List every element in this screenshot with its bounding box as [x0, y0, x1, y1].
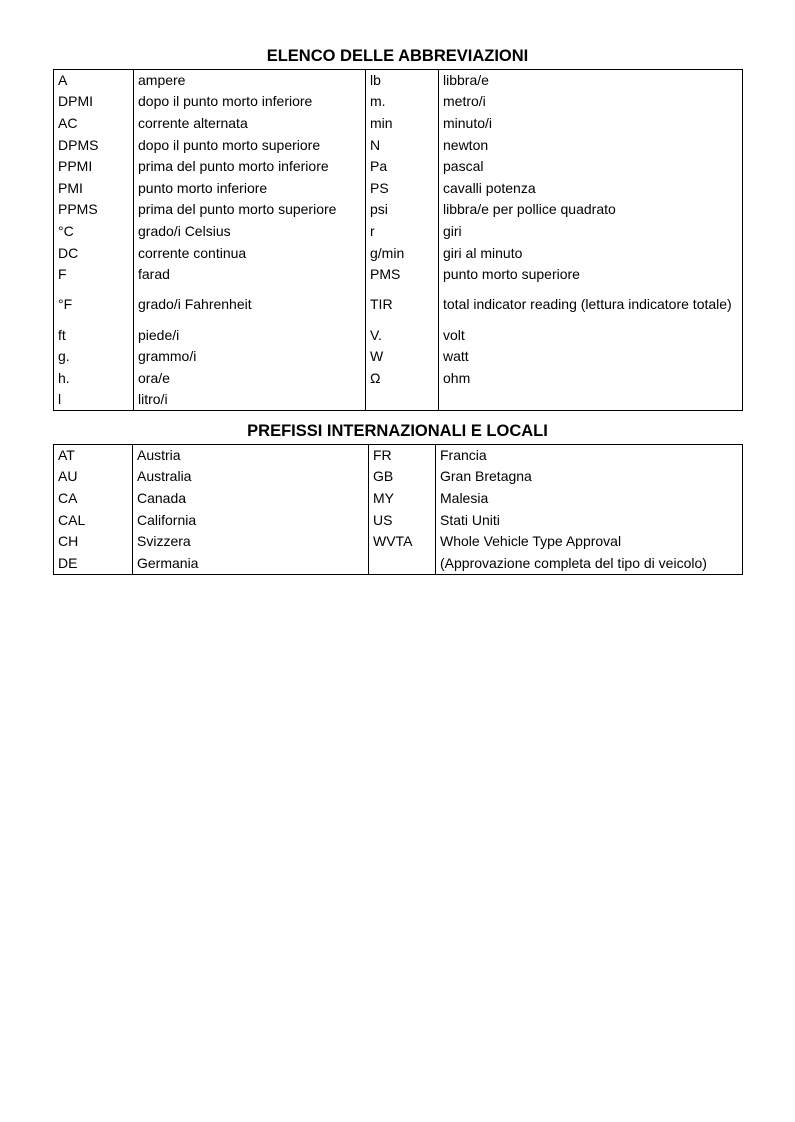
table-row — [54, 531, 743, 553]
prefix-code: AU — [54, 466, 133, 488]
prefix-code: MY — [369, 488, 436, 510]
abbreviation-meaning: newton — [439, 134, 743, 156]
prefix-name: Austria — [133, 445, 369, 467]
abbreviation-meaning: punto morto inferiore — [134, 177, 366, 199]
abbreviation-meaning: dopo il punto morto superiore — [134, 134, 366, 156]
prefix-name: (Approvazione completa del tipo di veicolo) — [436, 552, 743, 574]
abbreviation-meaning: grammo/i — [134, 346, 366, 368]
abbreviation-meaning: total indicator reading (lettura indicatore totale) — [439, 285, 743, 324]
table-row — [54, 389, 743, 411]
table-row — [54, 552, 743, 574]
abbreviation-meaning: metro/i — [439, 91, 743, 113]
abbreviation-meaning: litro/i — [134, 389, 366, 411]
abbreviation-meaning: watt — [439, 346, 743, 368]
prefix-name: Australia — [133, 466, 369, 488]
abbreviation-meaning: corrente alternata — [134, 113, 366, 135]
prefix-name: Malesia — [436, 488, 743, 510]
abbreviation-meaning: libbra/e per pollice quadrato — [439, 199, 743, 221]
prefix-code: FR — [369, 445, 436, 467]
abbreviation: A — [54, 70, 134, 92]
abbreviation: l — [54, 389, 134, 411]
table-row — [54, 264, 743, 286]
table-row — [54, 466, 743, 488]
abbreviation-meaning: punto morto superiore — [439, 264, 743, 286]
abbreviation: °F — [54, 285, 134, 324]
abbreviation: r — [366, 221, 439, 243]
abbreviation: Pa — [366, 156, 439, 178]
abbreviation-meaning: cavalli potenza — [439, 177, 743, 199]
abbreviation-meaning: dopo il punto morto inferiore — [134, 91, 366, 113]
table-row — [54, 91, 743, 113]
abbreviation: °C — [54, 221, 134, 243]
prefixes-title: PREFISSI INTERNAZIONALI E LOCALI — [247, 422, 548, 440]
abbreviation: PMI — [54, 177, 134, 199]
abbreviation-meaning: prima del punto morto superiore — [134, 199, 366, 221]
table-row — [54, 324, 743, 346]
table-row — [54, 509, 743, 531]
table-row — [54, 156, 743, 178]
prefix-name: Whole Vehicle Type Approval — [436, 531, 743, 553]
abbreviation-meaning: grado/i Fahrenheit — [134, 285, 366, 324]
prefix-name: Francia — [436, 445, 743, 467]
abbreviation: g. — [54, 346, 134, 368]
prefix-code: US — [369, 509, 436, 531]
abbreviation-meaning: giri — [439, 221, 743, 243]
abbreviation: h. — [54, 368, 134, 390]
prefix-code: AT — [54, 445, 133, 467]
abbreviation-meaning: piede/i — [134, 324, 366, 346]
table-row — [54, 199, 743, 221]
abbreviation-meaning: prima del punto morto inferiore — [134, 156, 366, 178]
table-row — [54, 368, 743, 390]
table-row — [54, 113, 743, 135]
abbreviation: psi — [366, 199, 439, 221]
table-row — [54, 177, 743, 199]
abbreviation-meaning: farad — [134, 264, 366, 286]
prefix-code: CAL — [54, 509, 133, 531]
prefix-name: Canada — [133, 488, 369, 510]
abbreviation-meaning: giri al minuto — [439, 242, 743, 264]
prefix-name: California — [133, 509, 369, 531]
abbreviation: N — [366, 134, 439, 156]
prefix-code: CA — [54, 488, 133, 510]
abbreviation: PS — [366, 177, 439, 199]
abbreviation: ft — [54, 324, 134, 346]
table-row — [54, 445, 743, 467]
abbreviation: PPMI — [54, 156, 134, 178]
prefix-code: GB — [369, 466, 436, 488]
table-row — [54, 242, 743, 264]
abbreviation: DPMI — [54, 91, 134, 113]
table-row — [54, 221, 743, 243]
abbreviation: TIR — [366, 285, 439, 324]
abbreviation: F — [54, 264, 134, 286]
abbreviation: V. — [366, 324, 439, 346]
abbreviation: Ω — [366, 368, 439, 390]
abbreviations-table — [53, 69, 743, 411]
table-row — [54, 488, 743, 510]
abbreviation: g/min — [366, 242, 439, 264]
prefix-name: Stati Uniti — [436, 509, 743, 531]
abbreviation-meaning: minuto/i — [439, 113, 743, 135]
abbreviation-meaning: ohm — [439, 368, 743, 390]
abbreviation-meaning: ora/e — [134, 368, 366, 390]
prefix-name: Gran Bretagna — [436, 466, 743, 488]
prefix-name: Svizzera — [133, 531, 369, 553]
table-row — [54, 285, 743, 324]
abbreviation-meaning: volt — [439, 324, 743, 346]
abbreviation-meaning: pascal — [439, 156, 743, 178]
prefix-code — [369, 552, 436, 574]
abbreviation: DPMS — [54, 134, 134, 156]
table-row — [54, 346, 743, 368]
abbreviation-meaning: grado/i Celsius — [134, 221, 366, 243]
abbreviation: min — [366, 113, 439, 135]
abbreviation: AC — [54, 113, 134, 135]
abbreviation-meaning — [439, 389, 743, 411]
abbreviation-meaning: libbra/e — [439, 70, 743, 92]
abbreviation-meaning: ampere — [134, 70, 366, 92]
table-row — [54, 134, 743, 156]
abbreviations-title: ELENCO DELLE ABBREVIAZIONI — [266, 47, 529, 65]
table-row — [54, 70, 743, 92]
abbreviation: PPMS — [54, 199, 134, 221]
prefix-code: WVTA — [369, 531, 436, 553]
abbreviation: lb — [366, 70, 439, 92]
prefixes-table — [53, 444, 743, 575]
abbreviation: m. — [366, 91, 439, 113]
abbreviation: W — [366, 346, 439, 368]
abbreviation: PMS — [366, 264, 439, 286]
prefix-name: Germania — [133, 552, 369, 574]
abbreviation-meaning: corrente continua — [134, 242, 366, 264]
abbreviation: DC — [54, 242, 134, 264]
prefix-code: DE — [54, 552, 133, 574]
abbreviation — [366, 389, 439, 411]
prefix-code: CH — [54, 531, 133, 553]
